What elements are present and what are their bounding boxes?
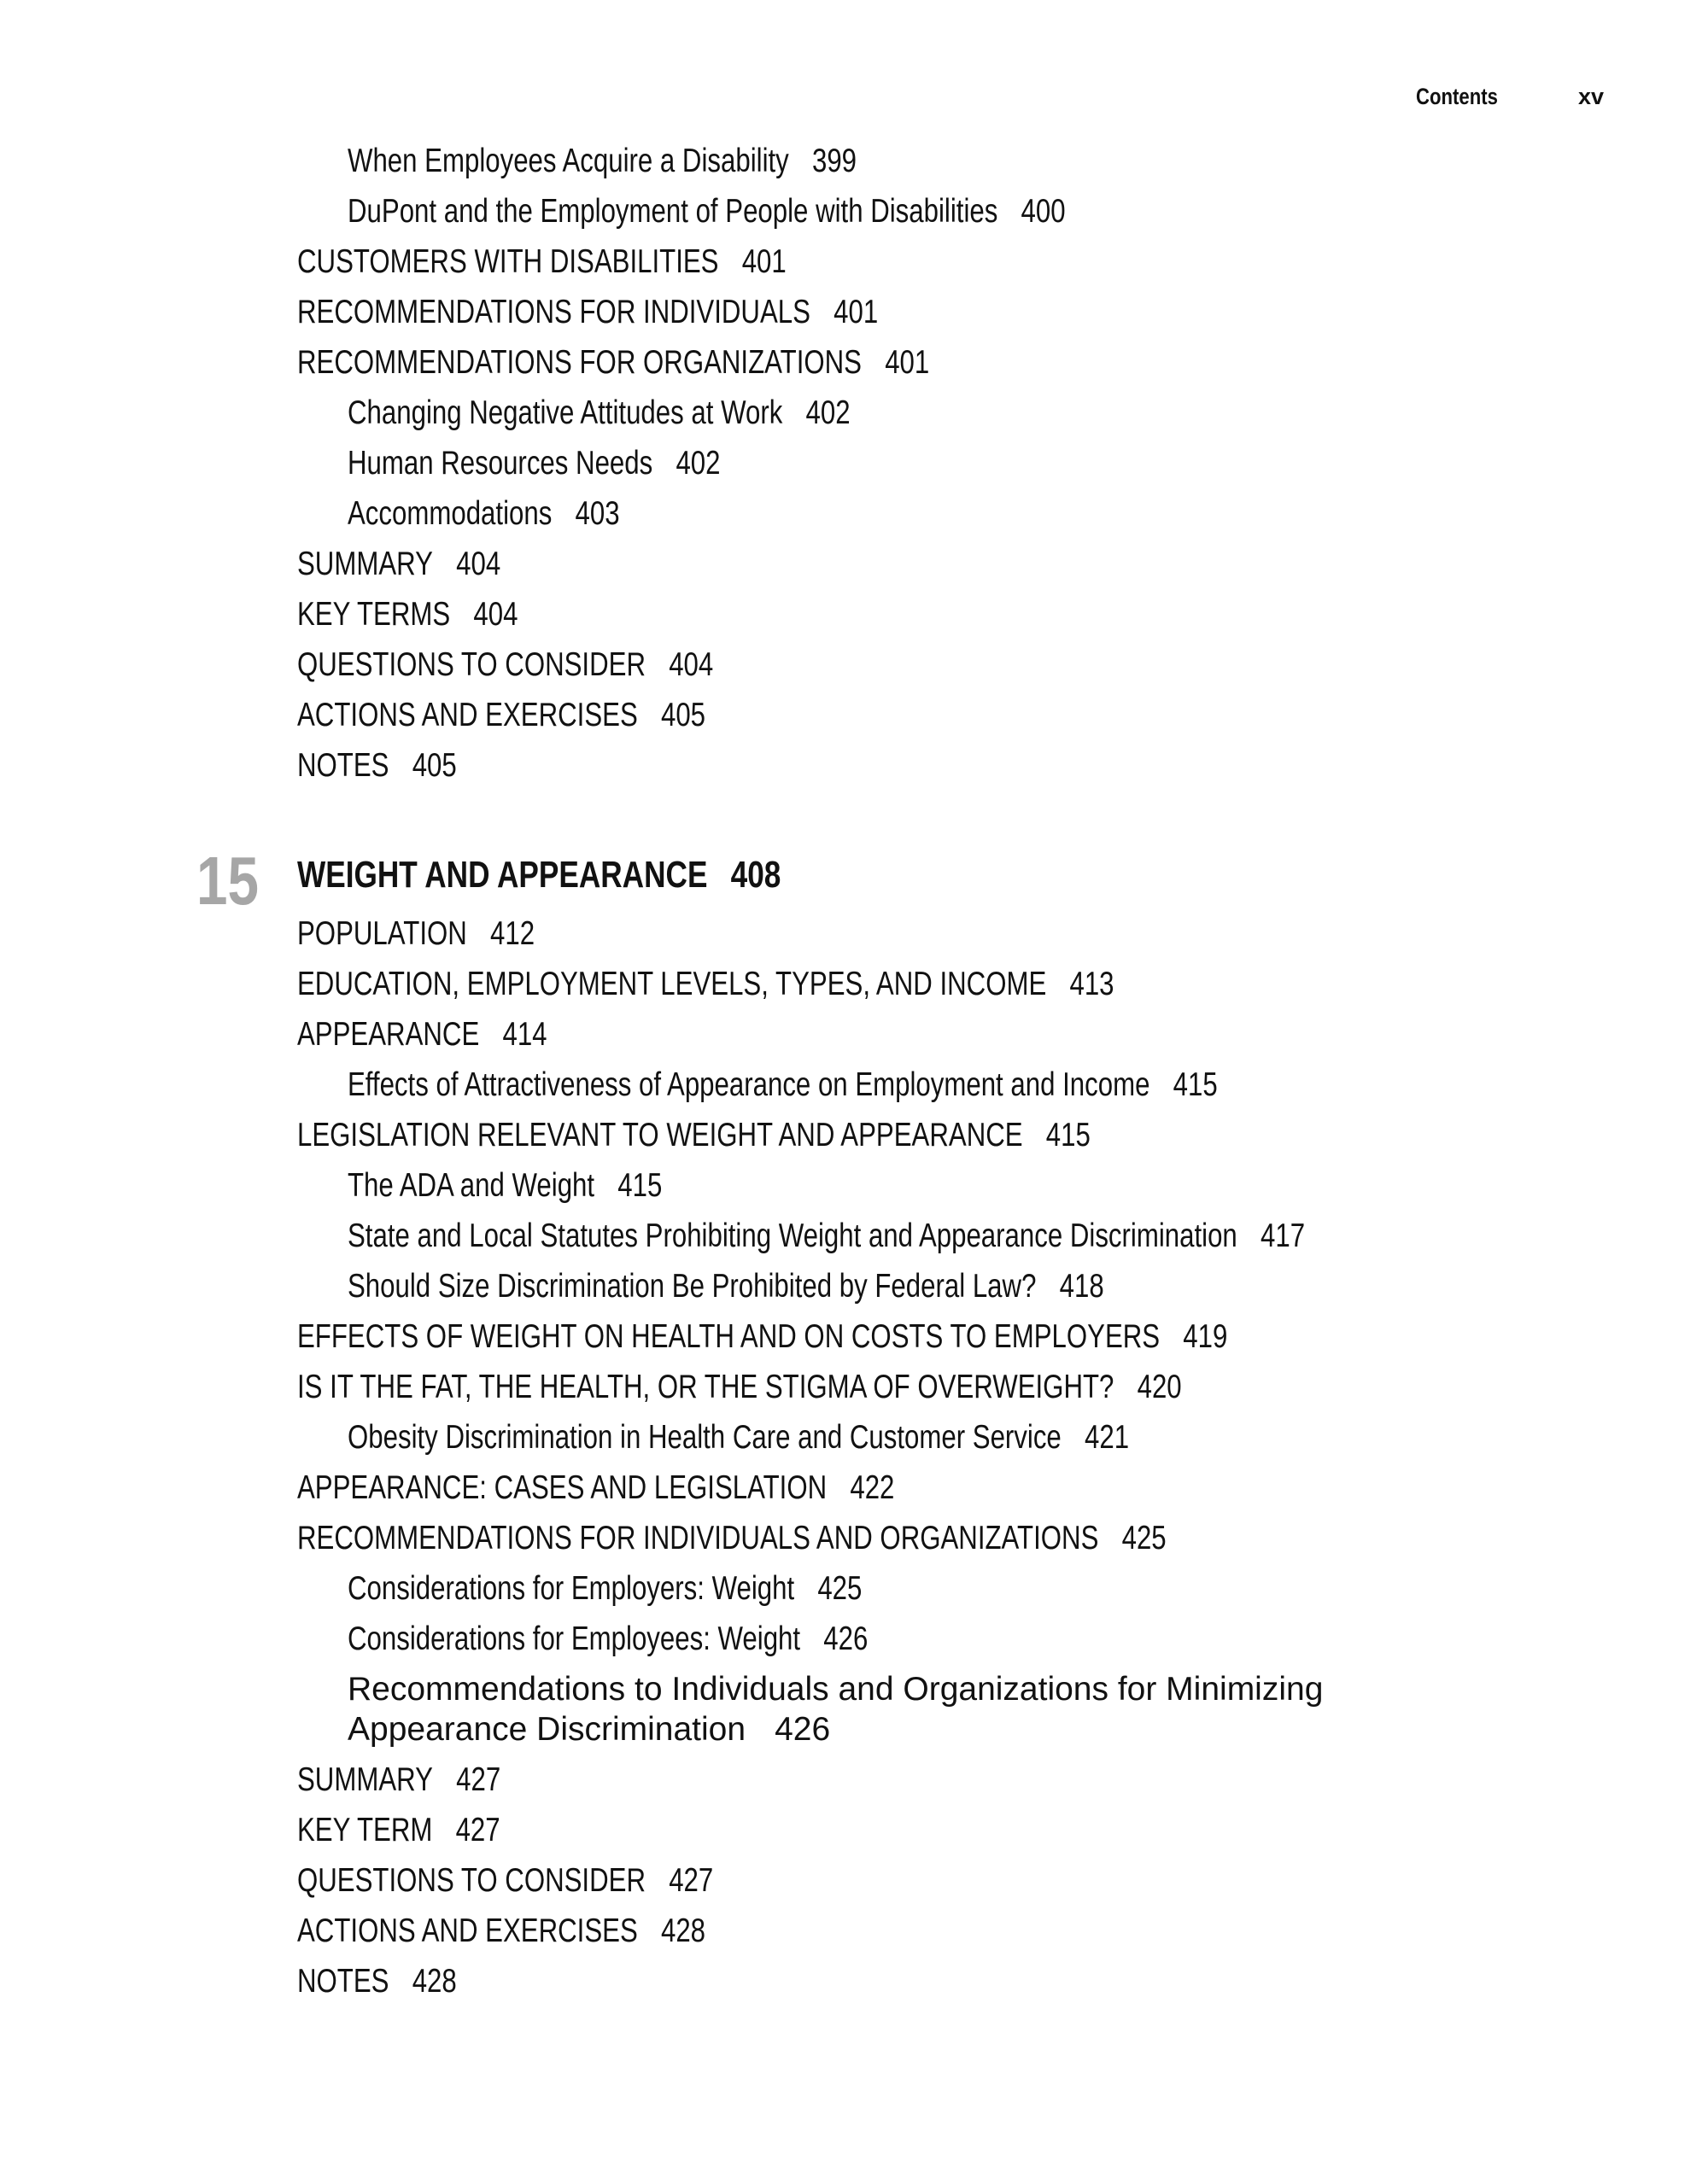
toc-section-entry[interactable] [297, 1518, 1629, 1568]
roman-page-number: xv [1578, 84, 1605, 109]
toc-entry-page-number: 400 [1021, 193, 1066, 230]
toc-entry-title: RECOMMENDATIONS FOR ORGANIZATIONS [297, 344, 862, 381]
toc-entry-title: KEY TERMS [297, 596, 451, 633]
toc-section-entry[interactable] [297, 342, 1629, 393]
toc-entry-title: Human Resources Needs [348, 445, 653, 482]
toc-entry-title: APPEARANCE: CASES AND LEGISLATION [297, 1469, 828, 1506]
toc-subsection-entry[interactable] [297, 1266, 1629, 1317]
toc-entry-title: The ADA and Weight [348, 1167, 595, 1204]
toc-section-entry[interactable] [297, 1911, 1629, 1961]
toc-subsection-entry[interactable] [297, 191, 1629, 242]
toc-entry-page-number: 412 [490, 915, 535, 952]
toc-entry-page-number: 425 [1121, 1520, 1167, 1556]
toc-section-entry[interactable] [297, 645, 1629, 695]
toc-entry-page-number: 427 [456, 1761, 501, 1798]
toc-section-entry[interactable] [297, 292, 1629, 342]
toc-subsection-entry[interactable] [297, 1669, 1458, 1749]
toc-entry-page-number: 419 [1183, 1318, 1228, 1355]
toc-entry-page-number: 404 [456, 546, 501, 582]
toc-entry-title: EDUCATION, EMPLOYMENT LEVELS, TYPES, AND INCOME [297, 966, 1047, 1002]
toc-entry-page-number: 420 [1137, 1369, 1182, 1405]
toc-subsection-entry[interactable] [297, 1216, 1629, 1266]
toc-entry-title: Considerations for Employers: Weight [348, 1570, 795, 1607]
toc-section-entry[interactable] [297, 695, 1629, 745]
toc-entry-title: Accommodations [348, 495, 553, 532]
toc-section-entry[interactable] [297, 745, 1629, 796]
toc-entry-title: QUESTIONS TO CONSIDER [297, 646, 646, 683]
toc-entry-page-number: 403 [575, 495, 620, 532]
chapter-entry-list [297, 914, 1629, 2012]
toc-entry-page-number: 427 [669, 1862, 714, 1899]
toc-entry-page-number: 405 [660, 697, 706, 733]
toc-entry-title: Considerations for Employees: Weight [348, 1620, 801, 1657]
page-header [0, 84, 1708, 118]
toc-entry-title: Recommendations to Individuals and Organizations for Minimizing Appearance Discrimination [348, 1671, 1324, 1748]
toc-entry-page-number: 421 [1085, 1419, 1130, 1456]
toc-entry-title: State and Local Statutes Prohibiting Weight and Appearance Discrimination [348, 1218, 1237, 1254]
toc-entry-page-number: 401 [834, 294, 879, 330]
toc-subsection-entry[interactable] [297, 1568, 1629, 1619]
toc-section-entry[interactable] [297, 242, 1629, 292]
toc-entry-page-number: 414 [502, 1016, 547, 1053]
toc-section-entry[interactable] [297, 1860, 1629, 1911]
toc-entry-page-number: 427 [455, 1812, 500, 1848]
chapter-number: 15 [196, 843, 259, 919]
toc-section-entry[interactable] [297, 1468, 1629, 1518]
chapter-title: WEIGHT AND APPEARANCE [297, 854, 708, 896]
toc-section-entry[interactable] [297, 1317, 1629, 1367]
toc-entry-title: Changing Negative Attitudes at Work [348, 394, 783, 431]
toc-entry-title: RECOMMENDATIONS FOR INDIVIDUALS AND ORGANIZATIONS [297, 1520, 1099, 1556]
toc-entry-title: SUMMARY [297, 1761, 433, 1798]
toc-entry-page-number: 404 [669, 646, 714, 683]
toc-entry-title: NOTES [297, 1963, 389, 2000]
toc-entry-title: APPEARANCE [297, 1016, 480, 1053]
toc-entry-page-number: 428 [660, 1912, 706, 1949]
toc-section-entry[interactable] [297, 1367, 1629, 1417]
toc-section-entry[interactable] [297, 914, 1629, 964]
toc-entry-page-number: 401 [741, 243, 787, 280]
toc-entry-page-number: 426 [823, 1620, 869, 1657]
toc-entry-page-number: 402 [805, 394, 851, 431]
toc-subsection-entry[interactable] [297, 393, 1629, 443]
toc-entry-title: When Employees Acquire a Disability [348, 143, 789, 179]
toc-entry-title: EFFECTS OF WEIGHT ON HEALTH AND ON COSTS TO EMPLOYERS [297, 1318, 1161, 1355]
toc-entry-page-number: 413 [1069, 966, 1114, 1002]
toc-section-entry[interactable] [297, 1115, 1629, 1165]
toc-subsection-entry[interactable] [297, 1165, 1629, 1216]
toc-section-entry[interactable] [297, 964, 1629, 1014]
toc-entry-title: CUSTOMERS WITH DISABILITIES [297, 243, 719, 280]
toc-entry-page-number: 428 [412, 1963, 457, 2000]
toc-entry-page-number: 425 [817, 1570, 863, 1607]
toc-entry-title: ACTIONS AND EXERCISES [297, 697, 638, 733]
toc-section-entry[interactable] [297, 1760, 1629, 1810]
toc-section-entry[interactable] [297, 1961, 1629, 2012]
toc-subsection-entry[interactable] [297, 1417, 1629, 1468]
toc-entry-title: Obesity Discrimination in Health Care and Customer Service [348, 1419, 1062, 1456]
toc-continued-section [297, 141, 1629, 796]
toc-subsection-entry[interactable] [297, 141, 1629, 191]
toc-section-entry[interactable] [297, 1810, 1629, 1860]
toc-entry-page-number: 415 [1173, 1066, 1218, 1103]
toc-entry-title: NOTES [297, 747, 389, 784]
toc-entry-title: KEY TERM [297, 1812, 433, 1848]
toc-section-entry[interactable] [297, 594, 1629, 645]
toc-entry-title: Should Size Discrimination Be Prohibited by Federal Law? [348, 1268, 1037, 1305]
toc-subsection-entry[interactable] [297, 493, 1629, 544]
toc-entry-title: ACTIONS AND EXERCISES [297, 1912, 638, 1949]
chapter-page-number: 408 [730, 854, 781, 896]
toc-section-entry[interactable] [297, 1014, 1629, 1065]
toc-entry-title: POPULATION [297, 915, 467, 952]
toc-entry-page-number: 426 [775, 1711, 831, 1748]
toc-entry-page-number: 422 [850, 1469, 895, 1506]
toc-subsection-entry[interactable] [297, 1065, 1629, 1115]
toc-entry-page-number: 402 [676, 445, 721, 482]
toc-entry-title: IS IT THE FAT, THE HEALTH, OR THE STIGMA OF OVERWEIGHT? [297, 1369, 1114, 1405]
toc-chapter-section [196, 843, 1629, 2012]
toc-entry-page-number: 415 [1045, 1117, 1091, 1153]
toc-entry-page-number: 404 [473, 596, 518, 633]
toc-entry-title: LEGISLATION RELEVANT TO WEIGHT AND APPEARANCE [297, 1117, 1023, 1153]
chapter-heading[interactable] [196, 843, 1629, 919]
toc-entry-page-number: 415 [617, 1167, 663, 1204]
toc-entry-title: QUESTIONS TO CONSIDER [297, 1862, 646, 1899]
toc-entry-page-number: 417 [1260, 1218, 1306, 1254]
toc-entry-page-number: 399 [811, 143, 857, 179]
toc-section-entry[interactable] [297, 544, 1629, 594]
toc-entry-title: DuPont and the Employment of People with Disabilities [348, 193, 998, 230]
toc-entry-title: SUMMARY [297, 546, 433, 582]
toc-entry-title: RECOMMENDATIONS FOR INDIVIDUALS [297, 294, 810, 330]
toc-entry-page-number: 405 [412, 747, 457, 784]
toc-subsection-entry[interactable] [297, 1619, 1629, 1669]
toc-subsection-entry[interactable] [297, 443, 1629, 493]
running-head-label: Contents [1416, 84, 1498, 109]
toc-entry-title: Effects of Attractiveness of Appearance on Employment and Income [348, 1066, 1150, 1103]
toc-entry-page-number: 418 [1059, 1268, 1104, 1305]
toc-entry-page-number: 401 [885, 344, 930, 381]
